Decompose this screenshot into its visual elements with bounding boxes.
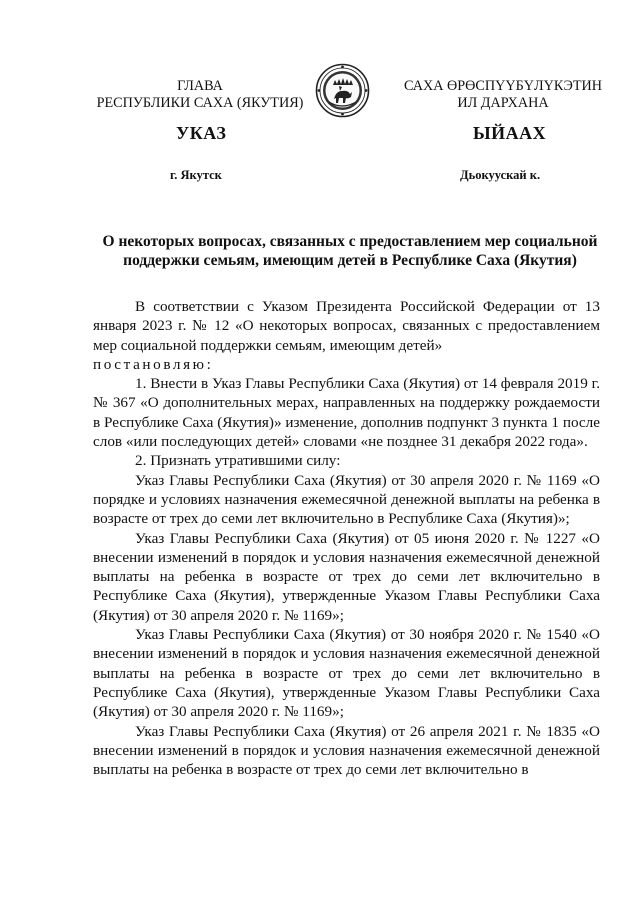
paragraph-item-2: 2. Признать утратившими силу: <box>135 452 341 470</box>
paragraph-item-1: 1. Внести в Указ Главы Республики Саха (Якутия) от 14 февраля 2019 г. № 367 «О дополнительных мерах, направленных на поддержку рождаемости в Республике Саха (Якутия)» изменение, дополнив подпункт 3 пункта 1 после слов «или последующих детей» словами «не позднее 31 декабря 2022 года». <box>93 375 600 451</box>
repealed-decree-1540: Указ Главы Республики Саха (Якутия) от 30 ноября 2020 г. № 1540 «О внесении изменений в порядок и условия назначения ежемесячной денежной выплаты на ребенка в возрасте от трех до семи лет включительно в Республике Саха (Якутия), утвержденные Указом Главы Республики Саха (Якутия) от 30 апреля 2020 г. № 1169»; <box>93 626 600 721</box>
issuer-ru-line1: ГЛАВА <box>177 78 223 94</box>
decree-body <box>93 297 600 779</box>
issuer-ru-line2: РЕСПУБЛИКИ САХА (ЯКУТИЯ) <box>96 95 304 111</box>
place-sah: Дьокуускай к. <box>460 168 541 182</box>
repealed-decree-1227: Указ Главы Республики Саха (Якутия) от 05 июня 2020 г. № 1227 «О внесении изменений в порядок и условия назначения ежемесячной денежной выплаты на ребенка в возрасте от трех до семи лет включительно в Республике Саха (Якутия), утвержденные Указом Главы Республики Саха (Якутия) от 30 апреля 2020 г. № 1169»; <box>93 529 600 624</box>
coat-of-arms-icon <box>315 63 370 118</box>
preamble-paragraph: В соответствии с Указом Президента Российской Федерации от 13 января 2023 г. № 12 «О некоторых вопросах, связанных с предоставлением мер социальной поддержки семьям, имеющим детей» <box>93 298 600 354</box>
repealed-decree-1169: Указ Главы Республики Саха (Якутия) от 30 апреля 2020 г. № 1169 «О порядке и условиях назначения ежемесячной денежной выплаты на ребенка в возрасте от трех до семи лет включительно в Республике Саха (Якутия)»; <box>93 471 600 528</box>
issuer-sah <box>388 78 618 112</box>
repealed-decree-1835: Указ Главы Республики Саха (Якутия) от 26 апреля 2021 г. № 1835 «О внесении изменений в порядок и условия назначения ежемесячной денежной выплаты на ребенка в возрасте от трех до семи лет включительно в <box>93 722 600 779</box>
place-ru: г. Якутск <box>170 168 222 182</box>
doc-type-ru: УКАЗ <box>176 123 227 143</box>
decree-word: постановляю: <box>93 355 214 373</box>
doc-type-sah: ЫЙААХ <box>473 123 547 143</box>
decree-title <box>95 232 605 270</box>
title-line-2: поддержки семьям, имеющим детей в Республике Саха (Якутия) <box>123 252 577 269</box>
issuer-sah-line1: САХА ӨРӨСПҮҮБҮЛҮКЭТИН <box>403 78 603 94</box>
issuer-ru <box>85 78 315 112</box>
issuer-sah-line2: ИЛ ДАРХАНА <box>457 95 549 111</box>
title-line-1: О некоторых вопросах, связанных с предоставлением мер социальной <box>102 233 598 250</box>
